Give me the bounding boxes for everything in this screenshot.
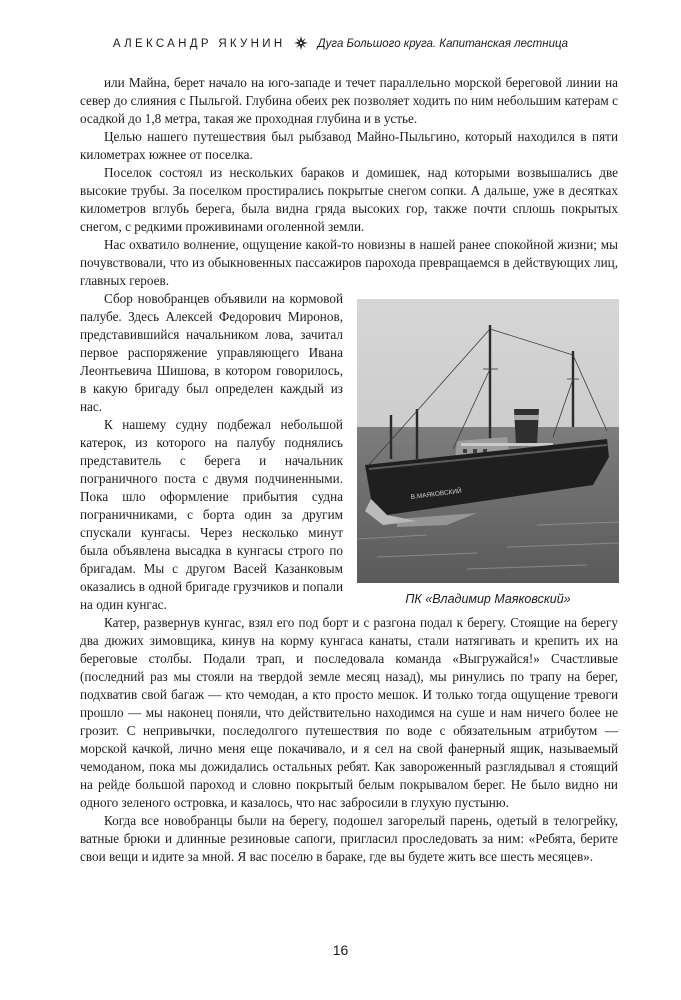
photo-figure xyxy=(357,290,619,607)
hull-name: В.МАЯКОВСКИЙ xyxy=(410,487,463,501)
paragraph: Катер, развернув кунгас, взял его под борт и с разгона подал к берегу. Стоящие на берегу два дюжих зимовщика, кинув на корму кунгаса канаты, стали натягивать и крепить их на береговые столбы. Подали трап, и последовала команда «Выгружайся!» Счастливые (последний раз мы стояли на твердой земле месяц назад), мы ринулись по трапу на берег, подхватив свой багаж — кто чемодан, а кто просто мешок. И только тогда ощущение тревоги прошло — мы наконец поняли, что действительно находимся на суше и нам ничего более не грозит. С непривычки, последолгого путешествия по воде с обязательным атрибутом — морской качкой, лично меня еще покачивало, и я сел на свой фанерный ящик, называемый чемоданом, пока мы дожидались остальных ребят. Как завороженный разглядывал я стоящий на рейде большой пароход и словно покрытый белым покрывалом берег. Не было видно ни одного зеленого островка, и казалось, что нас забросили в глухую пустыню. xyxy=(80,615,618,810)
paragraph: К нашему судну подбежал небольшой катерок, из которого на палубу поднялись представитель с берега и начальник пограничного поста с двумя подчиненными. Пока шло оформление прибытия судна пограничниками, с борта один за другим спускали кунгасы. Через несколько минут была объявлена высадка в кунгасы строго по бригадам. Мы с другом Васей Казанковым оказались в одной бригаде грузчиков и попали на один кунгас. xyxy=(80,417,343,612)
steamship-photo xyxy=(357,299,619,583)
page-number: 16 xyxy=(332,942,349,958)
paragraph: Когда все новобранцы были на берегу, подошел загорелый парень, одетый в телогрейку, ватные брюки и длинные резиновые сапоги, пригласил проследовать за ним: «Ребята, берите свои вещи и идите за мной. Я вас поселю в бараке, где вы будете жить все шесть месяцев». xyxy=(80,813,618,864)
running-header xyxy=(0,36,681,51)
header-author: АЛЕКСАНДР ЯКУНИН xyxy=(112,38,286,50)
compass-rose-icon xyxy=(294,36,308,50)
paragraph: Целью нашего путешествия был рыбзавод Майно-Пыльгино, который находился в пяти километрах южнее от поселка. xyxy=(80,129,618,162)
paragraph: или Майна, берет начало на юго-западе и течет параллельно морской береговой линии на север до слияния с Пыльгой. Глубина обеих рек позволяет ходить по ним небольшим катерам с осадкой до 1,8 метра, такая же проходная глубина и в устье. xyxy=(80,75,618,126)
photo-caption: ПК «Владимир Маяковский» xyxy=(405,592,571,606)
body-text xyxy=(80,74,618,866)
paragraph: Сбор новобранцев объявили на кормовой палубе. Здесь Алексей Федорович Миронов, представившийся начальником лова, зачитал первое распоряжение управляющего Ивана Леонтьевича Шишова, в котором говорилось, в какую бригаду был определен каждый из нас. xyxy=(80,291,343,414)
paragraph: Поселок состоял из нескольких бараков и домишек, над которыми возвышались две высокие трубы. За поселком простирались покрытые снегом сопки. А дальше, уже в десятках километров вглубь берега, была видна гряда высоких гор, также почти сплошь покрытых снегом, с редкими проживинами оголенной земли. xyxy=(80,165,618,234)
header-title: Дуга Большого круга. Капитанская лестница xyxy=(317,38,569,50)
paragraph: Нас охватило волнение, ощущение какой-то новизны в нашей ранее спокойной жизни; мы почувствовали, что из обыкновенных пассажиров парохода превращаемся в действующих лиц, главных героев. xyxy=(80,237,618,288)
